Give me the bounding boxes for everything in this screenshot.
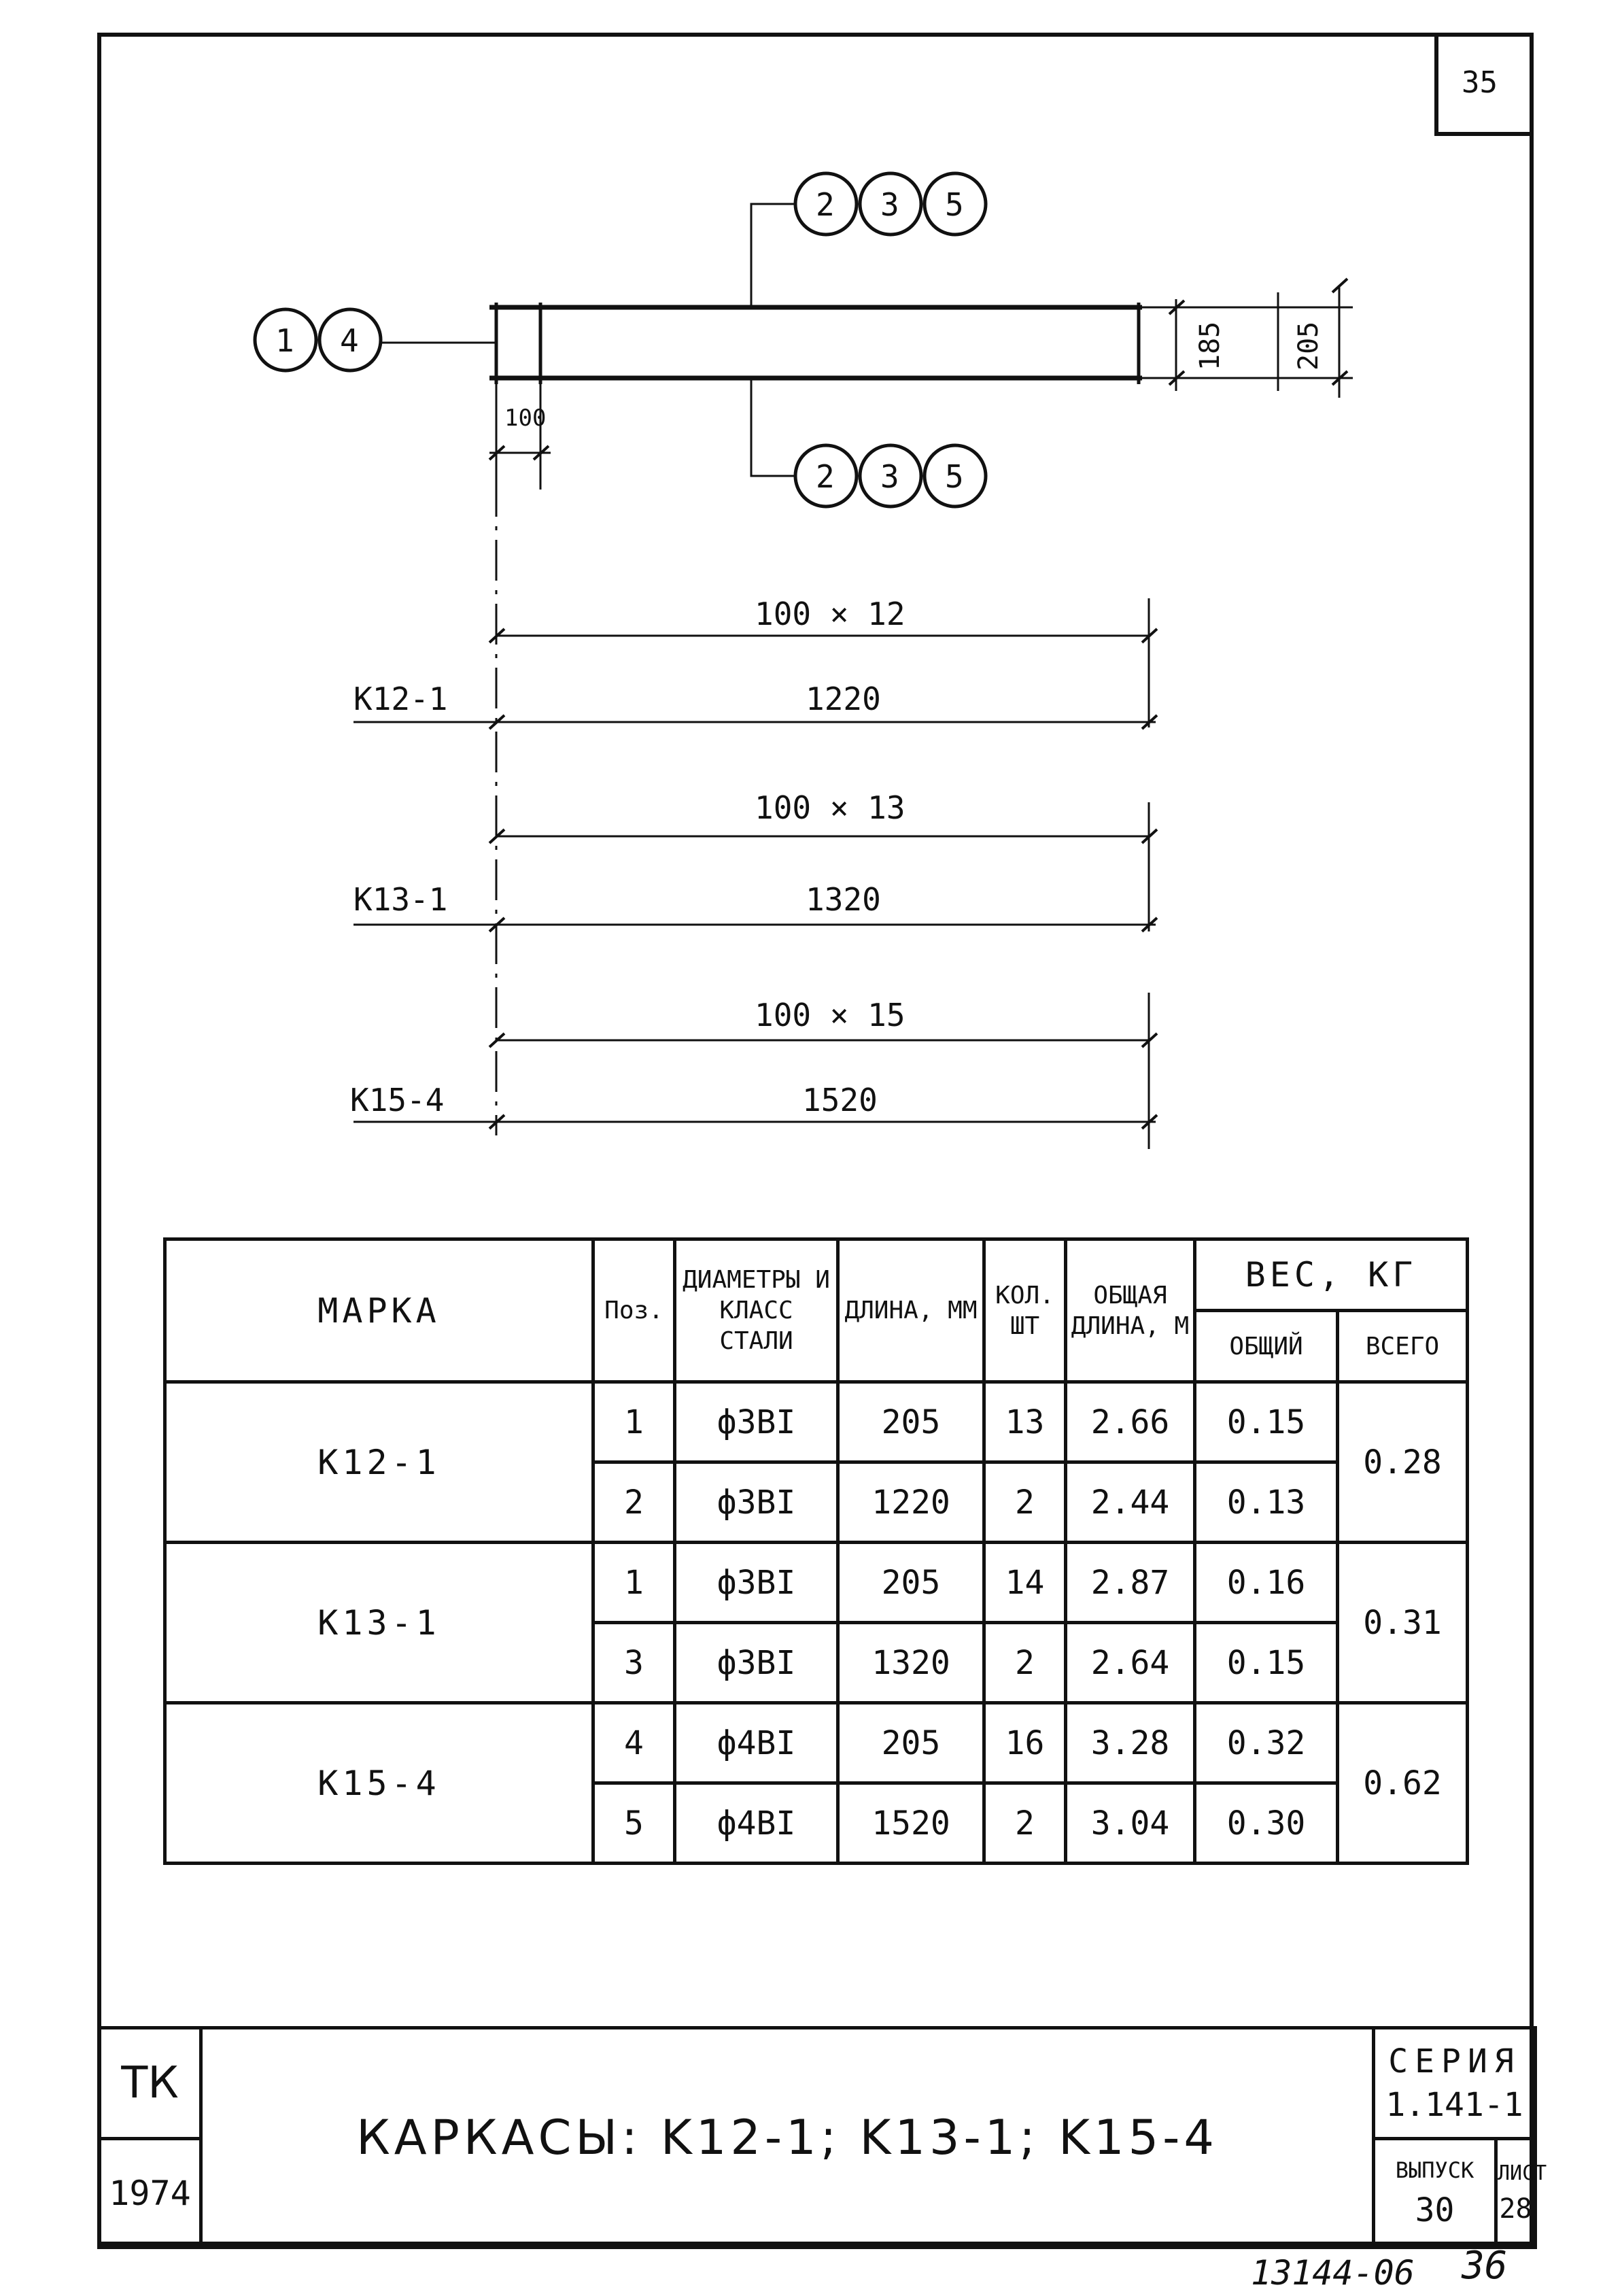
cell-weight: 0.15 [1195, 1382, 1338, 1462]
cell-poz: 4 [593, 1703, 675, 1783]
cell-weight: 0.13 [1195, 1462, 1338, 1543]
cell-total-len: 2.66 [1066, 1382, 1195, 1462]
footer-code: 13144-06 [1251, 2253, 1415, 2293]
stamp-series-cell [1374, 2028, 1536, 2139]
hdr-weight-all: ВСЕГО [1338, 1311, 1468, 1382]
stamp-series-value: 1.141-1 [1385, 2086, 1523, 2124]
callout-top-2: 3 [880, 186, 899, 223]
callout-left-1: 1 [275, 322, 294, 359]
callout-bottom-3: 5 [945, 458, 964, 495]
stamp-issue-cell [1374, 2139, 1496, 2248]
cell-poz: 1 [593, 1382, 675, 1462]
dim-spacing: 100 [504, 405, 547, 432]
hdr-total-length: ОБЩАЯ ДЛИНА, М [1066, 1239, 1195, 1382]
hdr-marka: МАРКА [165, 1239, 593, 1382]
stamp-sheet-value: 28 [1499, 2193, 1532, 2225]
table-row [165, 1703, 1468, 1783]
cell-qty: 14 [984, 1543, 1066, 1623]
cell-qty: 13 [984, 1382, 1066, 1462]
footer-page: 36 [1462, 2244, 1508, 2288]
row1-spacing: 100 × 12 [755, 596, 905, 632]
cell-length: 1320 [838, 1623, 984, 1703]
cell-weight: 0.16 [1195, 1543, 1338, 1623]
stamp-year: 1974 [99, 2139, 201, 2248]
row2-spacing: 100 × 13 [755, 789, 905, 826]
cell-poz: 3 [593, 1623, 675, 1703]
row3-mark: K15-4 [350, 1082, 445, 1118]
cell-weight: 0.32 [1195, 1703, 1338, 1783]
cell-weight-total: 0.28 [1338, 1382, 1468, 1543]
title-block [97, 2026, 1547, 2249]
callout-top-1: 2 [816, 186, 835, 223]
callout-top-3: 5 [945, 186, 964, 223]
cell-total-len: 2.44 [1066, 1462, 1195, 1543]
spec-table [163, 1237, 1469, 1865]
callout-left-2: 4 [340, 322, 359, 359]
corner-number: 35 [1462, 65, 1498, 100]
cell-weight: 0.15 [1195, 1623, 1338, 1703]
cell-diam: ф3ВI [675, 1382, 838, 1462]
hdr-length: ДЛИНА, ММ [838, 1239, 984, 1382]
cell-diam: ф4ВI [675, 1783, 838, 1864]
cell-qty: 2 [984, 1462, 1066, 1543]
cell-length: 205 [838, 1543, 984, 1623]
row3-length: 1520 [802, 1082, 878, 1118]
stamp-sheet-cell [1496, 2139, 1547, 2248]
table-row [165, 1382, 1468, 1462]
dim-height-outer: 205 [1293, 321, 1324, 371]
row1-length: 1220 [806, 681, 881, 717]
cell-poz: 2 [593, 1462, 675, 1543]
cell-length: 205 [838, 1382, 984, 1462]
cell-diam: ф3ВI [675, 1623, 838, 1703]
hdr-diam: ДИАМЕТРЫ И КЛАСС СТАЛИ [675, 1239, 838, 1382]
cell-weight: 0.30 [1195, 1783, 1338, 1864]
callout-bottom-1: 2 [816, 458, 835, 495]
cell-length: 205 [838, 1703, 984, 1783]
dim-height-inner: 185 [1194, 321, 1226, 371]
cell-diam: ф3ВI [675, 1543, 838, 1623]
row1-mark: K12-1 [353, 681, 448, 717]
stamp-issue-label: ВЫПУСК [1395, 2157, 1474, 2183]
hdr-weight-part: ОБЩИЙ [1195, 1311, 1338, 1382]
cell-total-len: 3.28 [1066, 1703, 1195, 1783]
hdr-poz: Поз. [593, 1239, 675, 1382]
group-mark: K13-1 [165, 1543, 593, 1703]
table-row [165, 1543, 1468, 1623]
row2-length: 1320 [806, 881, 881, 918]
hdr-weight: ВЕС, КГ [1195, 1239, 1468, 1311]
cell-weight-total: 0.31 [1338, 1543, 1468, 1703]
row2-mark: K13-1 [353, 881, 448, 918]
stamp-title: КАРКАСЫ: K12-1; K13-1; K15-4 [201, 2028, 1374, 2248]
group-mark: K12-1 [165, 1382, 593, 1543]
cell-total-len: 2.87 [1066, 1543, 1195, 1623]
cell-poz: 1 [593, 1543, 675, 1623]
cell-diam: ф4ВI [675, 1703, 838, 1783]
cell-qty: 16 [984, 1703, 1066, 1783]
stamp-series-label: СЕРИЯ [1388, 2042, 1521, 2080]
stamp-issue-value: 30 [1415, 2191, 1455, 2229]
hdr-qty: КОЛ. ШТ [984, 1239, 1066, 1382]
cell-qty: 2 [984, 1623, 1066, 1703]
group-mark: K15-4 [165, 1703, 593, 1864]
stamp-org: ТК [99, 2028, 201, 2139]
cell-length: 1220 [838, 1462, 984, 1543]
cell-qty: 2 [984, 1783, 1066, 1864]
stamp-sheet-label: ЛИСТ [1498, 2161, 1547, 2185]
cell-length: 1520 [838, 1783, 984, 1864]
cell-diam: ф3ВI [675, 1462, 838, 1543]
cell-total-len: 2.64 [1066, 1623, 1195, 1703]
cell-total-len: 3.04 [1066, 1783, 1195, 1864]
cell-weight-total: 0.62 [1338, 1703, 1468, 1864]
cell-poz: 5 [593, 1783, 675, 1864]
row3-spacing: 100 × 15 [755, 997, 905, 1033]
callout-bottom-2: 3 [880, 458, 899, 495]
